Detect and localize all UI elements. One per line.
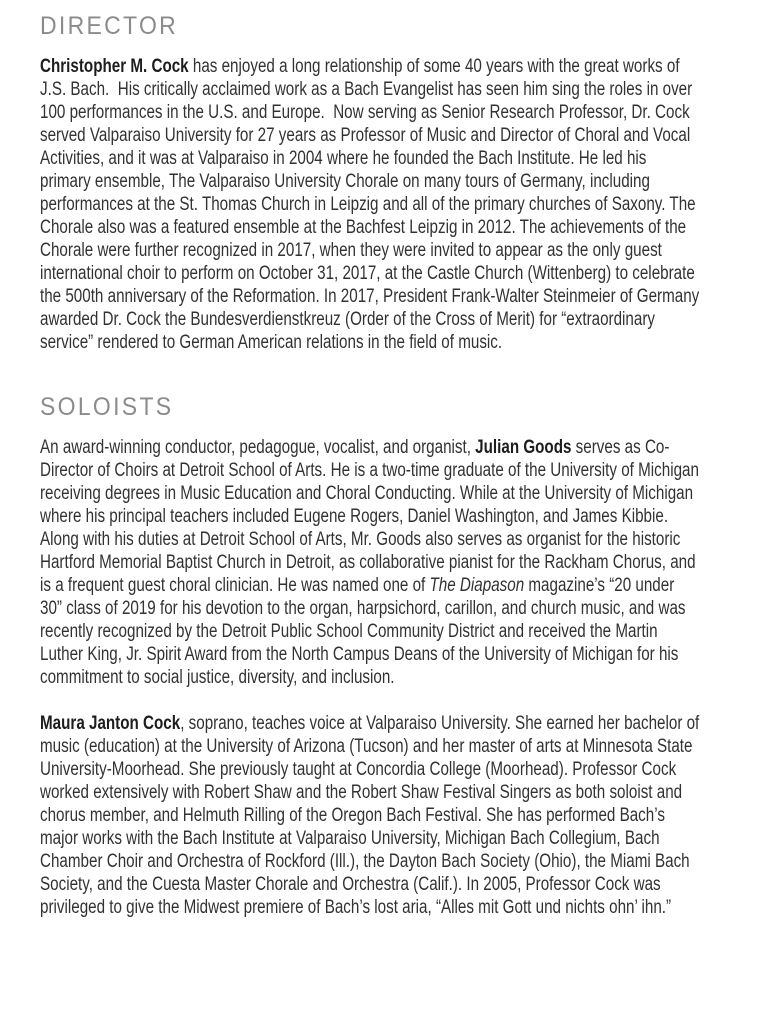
paragraph-soloists-2 [40, 712, 704, 919]
text-segment: has enjoyed a long relationship of some 40 years with the great works of J.S. Bach. His critically acclaimed work as a Bach Evangelist has seen him sing the roles in over 100 performances in the U.S. and Europe. Now serving as Senior Research Professor, Dr. Cock served Valparaiso University for 27 years as Professor of Music and Director of Choral and Vocal Activities, and it was at Valparaiso in 2004 where he founded the Bach Institute. He led his primary ensemble, The Valparaiso University Chorale on many tours of Germany, including performances at the St. Thomas Church in Leipzig and all of the primary churches of Saxony. The Chorale also was a featured ensemble at the Bachfest Leipzig in 2012. The achievements of the Chorale were further recognized in 2017, when they were invited to appear as the only guest international choir to perform on October 31, 2017, at the Castle Church (Wittenberg) to celebrate the 500th anniversary of the Reformation. In 2017, President Frank-Walter Steinmeier of Germany awarded Dr. Cock the Bundesverdienstkreuz (Order of the Cross of Merit) for “extraordinary service” rendered to German American relations in the field of music. [40, 56, 704, 353]
section-heading-director: DIRECTOR [40, 12, 179, 40]
paragraph-director-1 [40, 55, 704, 354]
person-name: Maura Janton Cock [40, 713, 181, 734]
section-heading-soloists: SOLOISTS [40, 393, 174, 421]
text-segment: serves as Co-Director of Choirs at Detroit School of Arts. He is a two-time graduate of the University of Michigan receiving degrees in Music Education and Choral Conducting. While at the University of Michigan where his principal teachers included Eugene Rogers, Daniel Washington, and James Kibbie. Along with his duties at Detroit School of Arts, Mr. Goods also serves as organist for the historic Hartford Memorial Baptist Church in Detroit, as collaborative pianist for the Rackham Chorus, and is a frequent guest choral clinician. He was named one of [40, 437, 704, 596]
text-segment: , soprano, teaches voice at Valparaiso University. She earned her bachelor of music (education) at the University of Arizona (Tucson) and her master of arts at Minnesota State University-Moorhead. She previously taught at Concordia College (Moorhead). Professor Cock worked extensively with Robert Shaw and the Robert Shaw Festival Singers as both soloist and chorus member, and Helmuth Rilling of the Oregon Bach Festival. She has performed Bach’s major works with the Bach Institute at Valparaiso University, Michigan Bach Collegium, Bach Chamber Choir and Orchestra of Rockford (Ill.), the Dayton Bach Society (Ohio), the Miami Bach Society, and the Cuesta Master Chorale and Orchestra (Calif.). In 2005, Professor Cock was privileged to give the Midwest premiere of Bach’s lost aria, “Alles mit Gott und nichts ohn’ ihn.” [40, 713, 704, 918]
document-body [40, 13, 774, 919]
person-name: Julian Goods [475, 437, 572, 458]
person-name: Christopher M. Cock [40, 56, 189, 77]
text-segment: magazine’s “20 under 30” class of 2019 for his devotion to the organ, harpsichord, carillon, and church music, and was recently recognized by the Detroit Public School Community District and received the Martin Luther King, Jr. Spirit Award from the North Campus Deans of the University of Michigan for his commitment to social justice, diversity, and inclusion. [40, 575, 690, 688]
text-segment: An award-winning conductor, pedagogue, vocalist, and organist, [40, 437, 476, 458]
publication-title: The Diapason [429, 575, 525, 596]
paragraph-soloists-1 [40, 436, 704, 689]
